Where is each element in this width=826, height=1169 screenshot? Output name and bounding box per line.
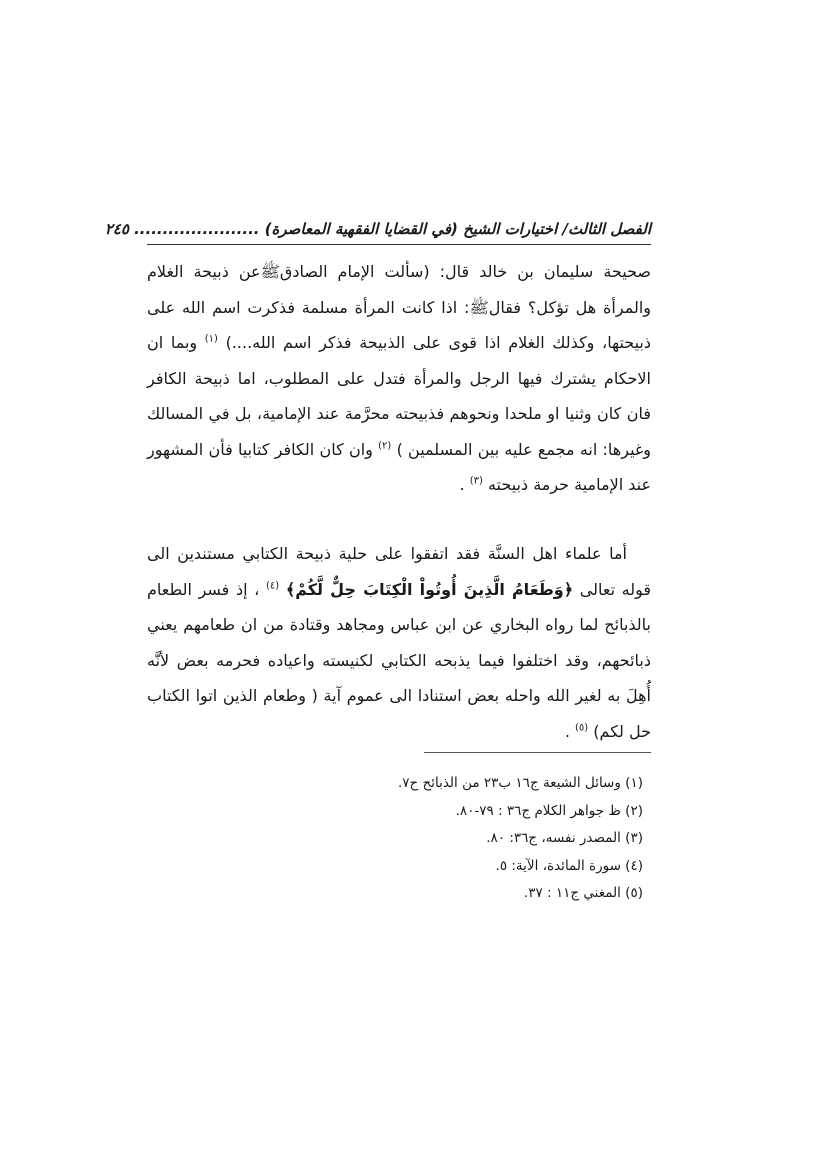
paragraph-1-text-d: . <box>459 475 465 494</box>
footnote-ref-1[interactable]: (١) <box>204 333 218 345</box>
paragraph-1-text-a: صحيحة سليمان بن خالد قال: (سألت الإمام الصادقﷺعن ذبيحة الغلام والمرأة هل تؤكل؟ فقالﷺ: اذا كانت المرأة مسلمة فذكرت اسم الله على ذبيحتها، وكذلك الغلام اذا قوى على الذبيحة فذكر اسم الله....) <box>147 262 651 352</box>
header-rule <box>147 244 651 245</box>
paragraph-2 <box>147 536 651 749</box>
paragraph-2-text-b: ، إذ فسر الطعام بالذبائح لما رواه البخاري عن ابن عباس ومجاهد وقتادة من ان طعامهم يعني ذبائحهم، وقد اختلفوا فيما يذبحه الكتابي لكنيسته واعياده فحرمه بعض لأنَّه أُهِلَ به لغير الله واحله بعض استنادا الى عموم آية ( وطعام الذين اتوا الكتاب حل لكم) <box>147 579 651 741</box>
header-title: الفصل الثالث/ اختيارات الشيخ (في القضايا الفقهية المعاصرة) ...................... <box>134 220 651 238</box>
footnote-4: (٤) سورة المائدة، الآية: ٥. <box>495 857 643 874</box>
footnote-ref-3[interactable]: (٣) <box>469 475 483 487</box>
footnote-3: (٣) المصدر نفسه، ج٣٦: ٨٠. <box>486 830 643 846</box>
footnotes <box>147 770 651 908</box>
paragraph-2-text-a: أما علماء اهل السنَّة فقد اتفقوا على حلية ذبيحة الكتابي مستندين الى قوله تعالى <box>147 544 652 599</box>
paragraph-1-text-b: وبما ان الاحكام يشترك فيها الرجل والمرأة فتدل على المطلوب، اما ذبيحة الكافر فان كان وثنيا او ملحدا ونحوهم فذبيحته محرَّمة عند الإمامية، بل في المسالك وغيرها: انه مجمع عليه بين المسلمين ) <box>147 333 651 459</box>
quran-verse: ﴿وَطَعَامُ الَّذِينَ أُوتُواْ الْكِتَابَ حِلٌّ لَّكُمْ﴾ <box>285 579 574 599</box>
footnote-ref-4[interactable]: (٤) <box>265 580 280 592</box>
paragraph-1-text-c: وان كان الكافر كتابيا فأن المشهور عند الإمامية حرمة ذبيحته <box>147 439 651 494</box>
footnote-ref-2[interactable]: (٢) <box>378 440 392 452</box>
footnote-5: (٥) المغني ج١١ : ٣٧. <box>523 885 643 901</box>
footnote-ref-5[interactable]: (٥) <box>575 722 589 734</box>
paragraph-1 <box>147 254 651 503</box>
footnote-1: (١) وسائل الشيعة ج١٦ ب٢٣ من الذبائح ح٧. <box>397 775 643 791</box>
footnote-2: (٢) ظ جواهر الكلام ج٣٦ : ٧٩-٨٠. <box>455 802 643 819</box>
running-header <box>104 216 651 242</box>
page-number: ٢٤٥ <box>104 220 129 238</box>
footnote-divider <box>424 752 651 753</box>
paragraph-2-text-c: . <box>564 721 570 741</box>
